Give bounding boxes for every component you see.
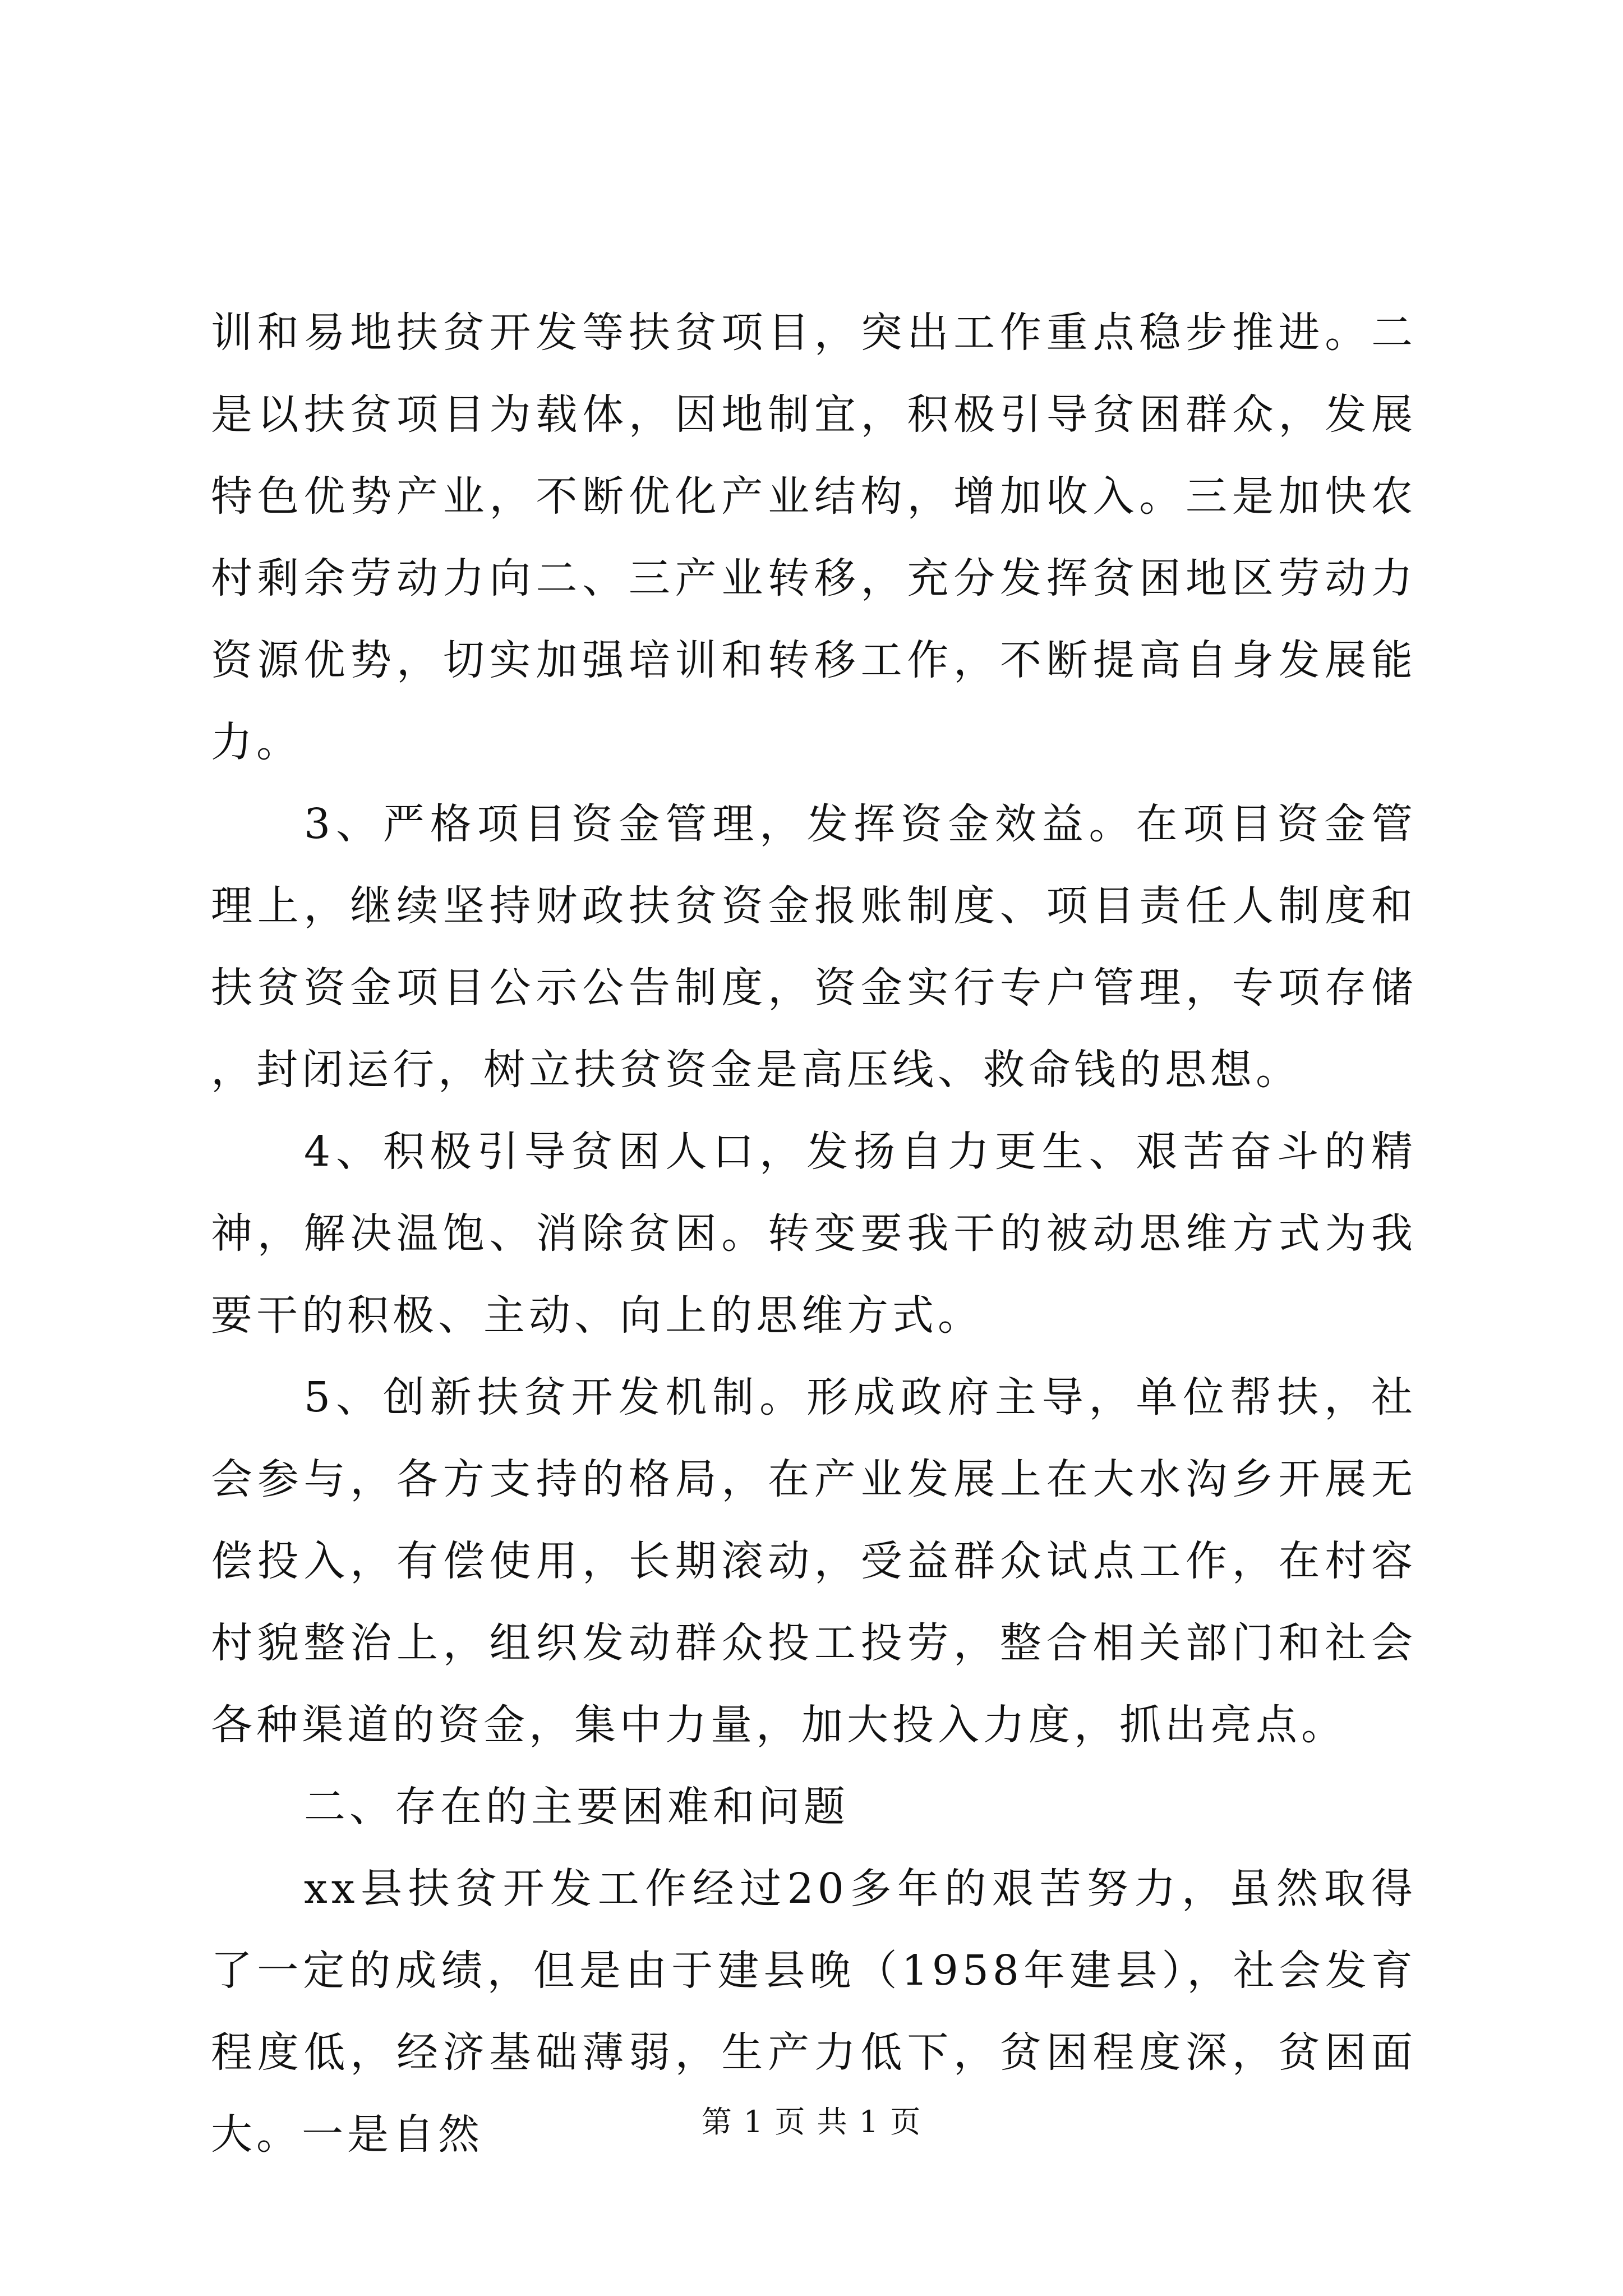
paragraph-item-5: 5、创新扶贫开发机制。形成政府主导，单位帮扶，社会参与，各方支持的格局，在产业发展上在大水沟乡开展无偿投入，有偿使用，长期滚动，受益群众试点工作，在村容村貌整治上，组织发动群众投工投劳，整合相关部门和社会各种渠道的资金，集中力量，加大投入力度，抓出亮点。	[211, 1373, 1417, 1749]
section-heading: 二、存在的主要困难和问题	[304, 1783, 849, 1831]
paragraph-county: xx县扶贫开发工作经过20多年的艰苦努力，虽然取得了一定的成绩，但是由于建县晚（1958年建县），社会发育程度低，经济基础薄弱，生产力低下，贫困程度深，贫困面大。一是自然	[211, 1865, 1417, 2159]
document-body	[211, 292, 1417, 2175]
page-footer: 第 1 页 共 1 页	[701, 2104, 922, 2139]
paragraph-item-3: 3、严格项目资金管理，发挥资金效益。在项目资金管理上，继续坚持财政扶贫资金报账制度、项目责任人制度和扶贫资金项目公示公告制度，资金实行专户管理，专项存储，封闭运行，树立扶贫资金是高压线、救命钱的思想。	[211, 800, 1417, 1094]
paragraph-continued: 训和易地扶贫开发等扶贫项目，突出工作重点稳步推进。二是以扶贫项目为载体，因地制宜，积极引导贫困群众，发展特色优势产业，不断优化产业结构，增加收入。三是加快农村剩余劳动力向二、三产业转移，充分发挥贫困地区劳动力资源优势，切实加强培训和转移工作，不断提高自身发展能力。	[211, 309, 1417, 766]
paragraph-item-4: 4、积极引导贫困人口，发扬自力更生、艰苦奋斗的精神，解决温饱、消除贫困。转变要我干的被动思维方式为我要干的积极、主动、向上的思维方式。	[211, 1128, 1417, 1340]
